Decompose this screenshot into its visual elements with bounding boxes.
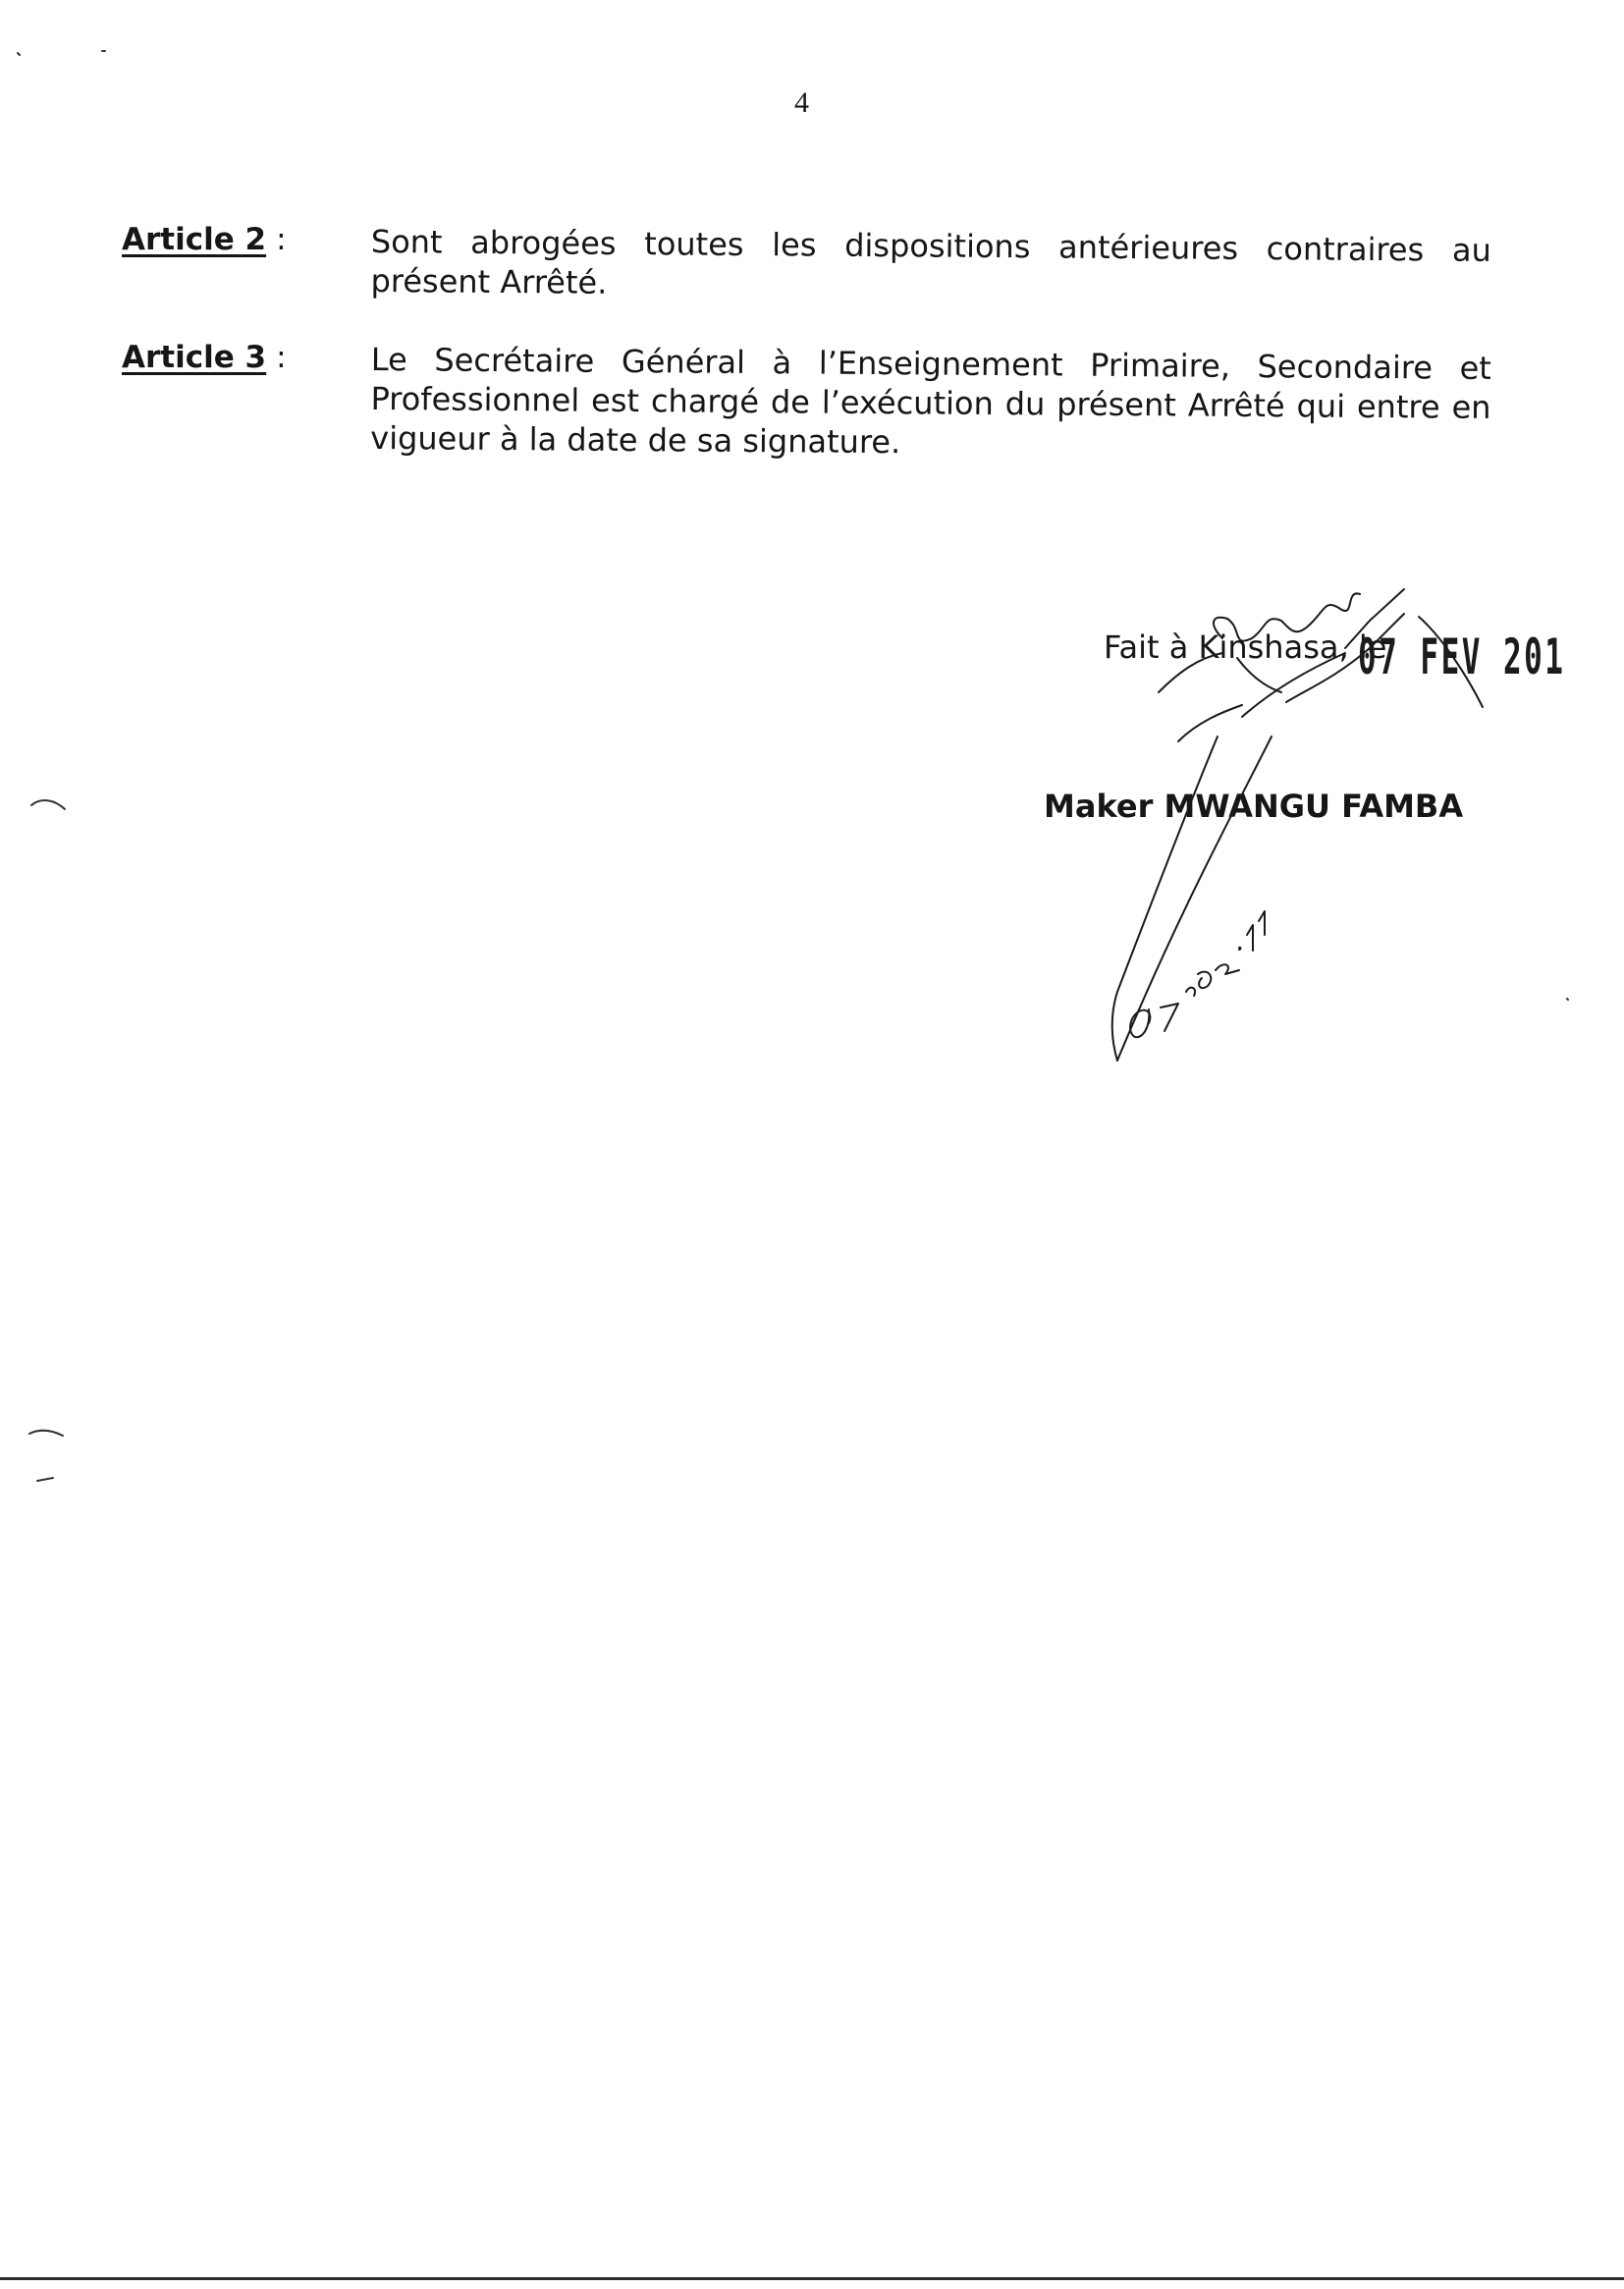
date-stamp: 07 FEV 201: [1358, 628, 1566, 685]
place-line: Fait à Kinshasa, le: [1104, 628, 1387, 666]
article-3-colon: :: [276, 340, 287, 375]
signatory-name: Maker MWANGU FAMBA: [1044, 788, 1464, 825]
article-2-colon: :: [276, 222, 287, 257]
article-2-label: Article 2: [122, 222, 267, 257]
article-2-text: Sont abrogées toutes les dispositions antérieures contraires au présent Arrêté.: [370, 222, 1491, 301]
page-number: 4: [794, 86, 809, 119]
bottom-border-line: [0, 2277, 1624, 2280]
article-3-text: Le Secrétaire Général à l’Enseignement Primaire, Secondaire et Professionnel est chargé de l’exécution du présent Arrêté qui entre en vigueur à la date de sa signature.: [370, 340, 1491, 462]
article-3-label: Article 3: [122, 340, 267, 375]
